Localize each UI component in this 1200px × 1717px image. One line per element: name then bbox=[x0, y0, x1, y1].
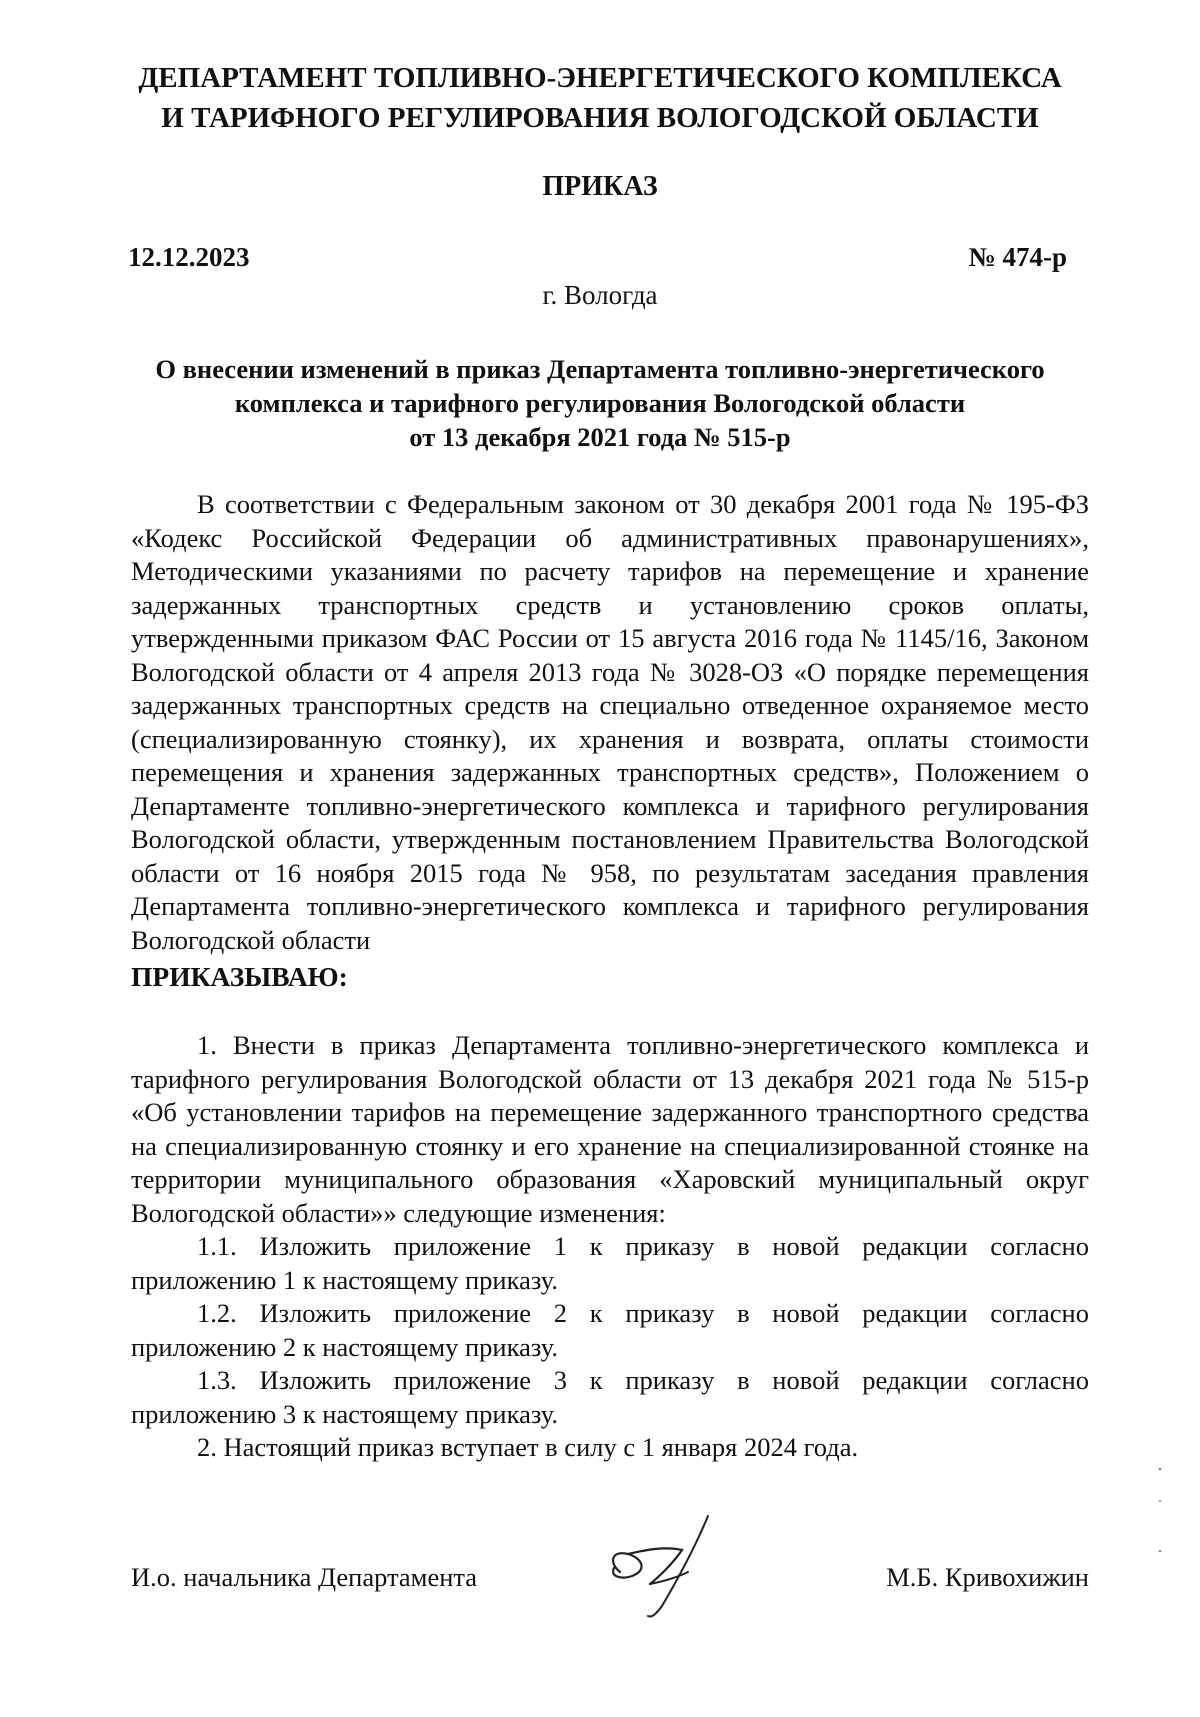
order-item-1-2: 1.2. Изложить приложение 2 к приказу в новой редакции согласно приложению 2 к настоящему приказу. bbox=[131, 1298, 1089, 1362]
preamble-paragraph: В соответствии с Федеральным законом от 30 декабря 2001 года № 195-ФЗ «Кодекс Российской Федерации об административных правонарушениях», Методическими указаниями по расчету тарифов на перемещение и хранение задержанных транспортных средств и установлению сроков оплаты, утвержденными приказом ФАС России от 15 августа 2016 года № 1145/16, Законом Вологодской области от 4 апреля 2013 года № 3028-ОЗ «О порядке перемещения задержанных транспортных средств на специально отведенное охраняемое место (специализированную стоянку), их хранения и возврата, оплаты стоимости перемещения и хранения задержанных транспортных средств», Положением о Департаменте топливно-энергетического комплекса и тарифного регулирования Вологодской области, утвержденным постановлением Правительства Вологодской области от 16 ноября 2015 года № 958, по результатам заседания правления Департамента топливно-энергетического комплекса и тарифного регулирования Вологодской области bbox=[131, 489, 1089, 955]
signatory-name: М.Б. Кривохижин bbox=[886, 1562, 1089, 1592]
document-date: 12.12.2023 bbox=[128, 242, 250, 272]
document-body bbox=[131, 488, 1089, 1465]
handwritten-signature-image bbox=[590, 1510, 750, 1620]
document-number: № 474-р bbox=[968, 242, 1067, 272]
signatory-position: И.о. начальника Департамента bbox=[131, 1562, 478, 1592]
document-subject bbox=[128, 352, 1072, 454]
department-header-line-2: И ТАРИФНОГО РЕГУЛИРОВАНИЯ ВОЛОГОДСКОЙ ОБЛАСТИ bbox=[161, 102, 1039, 134]
department-header-line-1: ДЕПАРТАМЕНТ ТОПЛИВНО-ЭНЕРГЕТИЧЕСКОГО КОМПЛЕКСА bbox=[138, 62, 1062, 94]
order-item-1-1: 1.1. Изложить приложение 1 к приказу в новой редакции согласно приложению 1 к настоящему приказу. bbox=[131, 1231, 1089, 1295]
subject-line-3: от 13 декабря 2021 года № 515-р bbox=[409, 422, 791, 452]
paragraph-gap bbox=[131, 995, 1089, 1029]
order-item-1: 1. Внести в приказ Департамента топливно-энергетического комплекса и тарифного регулирования Вологодской области от 13 декабря 2021 года № 515-р «Об установлении тарифов на перемещение задержанного транспортного средства на специализированную стоянку и его хранение на специализированной стоянке на территории муниципального образования «Харовский муниципальный округ Вологодской области»» следующие изменения: bbox=[131, 1030, 1089, 1228]
subject-line-1: О внесении изменений в приказ Департамента топливно-энергетического bbox=[155, 354, 1045, 384]
document-city: г. Вологда bbox=[542, 280, 658, 310]
order-item-1-3: 1.3. Изложить приложение 3 к приказу в новой редакции согласно приложению 3 к настоящему приказу. bbox=[131, 1365, 1089, 1429]
document-type-title: ПРИКАЗ bbox=[542, 171, 658, 202]
department-header bbox=[120, 58, 1080, 138]
subject-line-2: комплекса и тарифного регулирования Вологодской области bbox=[234, 388, 966, 418]
order-word: ПРИКАЗЫВАЮ: bbox=[131, 961, 348, 992]
order-item-2: 2. Настоящий приказ вступает в силу с 1 января 2024 года. bbox=[197, 1432, 859, 1462]
scan-artifact-dots bbox=[1155, 1465, 1165, 1555]
